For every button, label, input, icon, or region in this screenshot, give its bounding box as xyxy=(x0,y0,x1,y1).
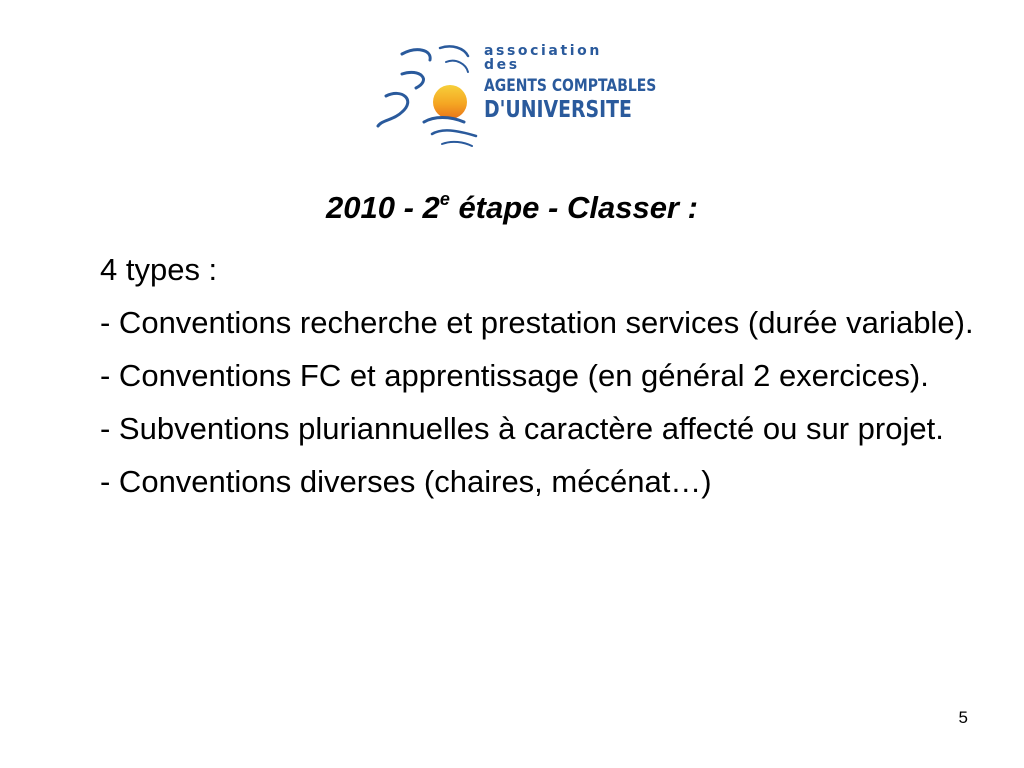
slide-title-suffix: étape - Classer : xyxy=(449,190,698,225)
page-number: 5 xyxy=(958,708,968,727)
association-logo xyxy=(372,40,657,150)
slide-title-prefix: 2010 - 2 xyxy=(326,190,440,225)
slide-title xyxy=(0,190,1024,226)
list-item: - Subventions pluriannuelles à caractère affecté ou sur projet. xyxy=(100,411,944,446)
logo-line-agents: AGENTS COMPTABLES xyxy=(484,76,657,96)
list-item: - Conventions diverses (chaires, mécénat…) xyxy=(100,464,712,499)
list-item: - Conventions recherche et prestation services (durée variable). xyxy=(100,305,974,340)
body-intro: 4 types : xyxy=(100,252,218,287)
slide-title-superscript: e xyxy=(439,188,450,209)
logo-wordmark xyxy=(484,43,657,123)
logo-line-association: association des xyxy=(484,43,602,73)
logo-line-universite: D'UNIVERSITE xyxy=(484,97,632,123)
list-item: - Conventions FC et apprentissage (en général 2 exercices). xyxy=(100,358,929,393)
logo-emblem-icon xyxy=(372,40,487,150)
slide-body xyxy=(100,250,980,515)
